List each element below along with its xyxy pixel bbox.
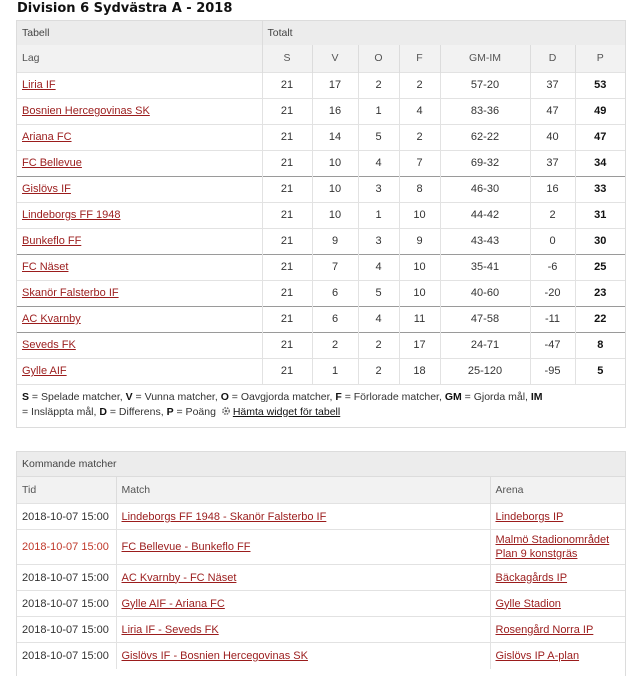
- standings-band-label: Tabell: [22, 27, 50, 39]
- legend-text: = Förlorade matcher,: [341, 390, 445, 403]
- points-cell: 23: [575, 280, 625, 306]
- upcoming-matches-panel: [16, 451, 626, 676]
- match-row: [17, 530, 625, 565]
- match-cell: [116, 643, 490, 670]
- match-time: 2018-10-07 15:00: [17, 504, 116, 530]
- diff-cell: 0: [530, 228, 575, 254]
- played-cell: 21: [262, 176, 312, 202]
- goals-cell: 47-58: [440, 306, 530, 332]
- col-header-goals[interactable]: GM-IM: [440, 45, 530, 72]
- lost-cell: 2: [399, 124, 440, 150]
- goals-cell: 25-120: [440, 358, 530, 384]
- goals-cell: 35-41: [440, 254, 530, 280]
- points-cell: 5: [575, 358, 625, 384]
- goals-cell: 46-30: [440, 176, 530, 202]
- arena-line: Malmö Stadionområdet: [495, 534, 610, 546]
- played-cell: 21: [262, 280, 312, 306]
- points-cell: 25: [575, 254, 625, 280]
- team-cell: [17, 254, 262, 280]
- team-cell: [17, 332, 262, 358]
- table-row: [17, 280, 625, 306]
- lost-cell: 9: [399, 228, 440, 254]
- drawn-cell: 3: [358, 176, 399, 202]
- played-cell: 21: [262, 228, 312, 254]
- team-link[interactable]: FC Näset: [22, 261, 69, 273]
- played-cell: 21: [262, 202, 312, 228]
- team-cell: [17, 358, 262, 384]
- team-link[interactable]: AC Kvarnby: [22, 313, 81, 325]
- col-header-arena: Arena: [490, 477, 625, 504]
- standings-table: [17, 21, 625, 384]
- lost-cell: 4: [399, 98, 440, 124]
- col-header-played[interactable]: S: [262, 45, 312, 72]
- match-row: [17, 617, 625, 643]
- standings-band: [17, 21, 625, 45]
- legend-key: F: [335, 390, 342, 403]
- goals-cell: 83-36: [440, 98, 530, 124]
- match-row: [17, 643, 625, 670]
- gear-icon[interactable]: [221, 406, 231, 416]
- team-link[interactable]: Ariana FC: [22, 131, 72, 143]
- team-link[interactable]: FC Bellevue: [22, 157, 82, 169]
- legend-text: = Vunna matcher,: [132, 390, 221, 403]
- diff-cell: 2: [530, 202, 575, 228]
- legend-text: = Insläppta mål,: [22, 405, 100, 418]
- diff-cell: -6: [530, 254, 575, 280]
- legend-text: = Gjorda mål,: [461, 390, 531, 403]
- standings-panel: [16, 20, 626, 428]
- goals-cell: 69-32: [440, 150, 530, 176]
- points-cell: 53: [575, 72, 625, 98]
- arena-cell: [490, 643, 625, 670]
- col-header-lost[interactable]: F: [399, 45, 440, 72]
- points-cell: 33: [575, 176, 625, 202]
- lost-cell: 7: [399, 150, 440, 176]
- team-link[interactable]: Bunkeflo FF: [22, 235, 82, 247]
- won-cell: 2: [312, 332, 358, 358]
- team-cell: [17, 150, 262, 176]
- drawn-cell: 2: [358, 358, 399, 384]
- upcoming-body: [17, 504, 625, 670]
- match-row: [17, 591, 625, 617]
- played-cell: 21: [262, 306, 312, 332]
- drawn-cell: 4: [358, 150, 399, 176]
- upcoming-table: [17, 476, 625, 669]
- table-row: [17, 332, 625, 358]
- team-cell: [17, 228, 262, 254]
- team-link[interactable]: Lindeborgs FF 1948: [22, 209, 121, 221]
- match-cell: [116, 504, 490, 530]
- standings-column-headers: [17, 45, 625, 72]
- team-cell: [17, 202, 262, 228]
- match-cell: [116, 530, 490, 565]
- standings-body: [17, 72, 625, 384]
- lost-cell: 2: [399, 72, 440, 98]
- table-row: [17, 228, 625, 254]
- played-cell: 21: [262, 72, 312, 98]
- match-link[interactable]: Gylle AIF - Ariana FC: [121, 597, 225, 610]
- team-link[interactable]: Gislövs IF: [22, 183, 71, 195]
- team-cell: [17, 306, 262, 332]
- legend-key: O: [220, 390, 229, 403]
- played-cell: 21: [262, 358, 312, 384]
- points-cell: 34: [575, 150, 625, 176]
- match-link[interactable]: AC Kvarnby - FC Näset: [121, 571, 237, 584]
- col-header-points[interactable]: P: [575, 45, 625, 72]
- table-row: [17, 358, 625, 384]
- match-link[interactable]: Liria IF - Seveds FK: [121, 623, 219, 636]
- won-cell: 10: [312, 202, 358, 228]
- upcoming-column-headers: [17, 477, 625, 504]
- arena-link[interactable]: [496, 598, 561, 610]
- goals-cell: 62-22: [440, 124, 530, 150]
- team-cell: [17, 72, 262, 98]
- drawn-cell: 5: [358, 124, 399, 150]
- table-row: [17, 124, 625, 150]
- arena-link[interactable]: [496, 650, 580, 662]
- arena-cell: [490, 591, 625, 617]
- table-row: [17, 254, 625, 280]
- won-cell: 6: [312, 280, 358, 306]
- totals-label: Totalt: [262, 21, 625, 45]
- arena-line: Bäckagårds IP: [495, 571, 568, 584]
- drawn-cell: 5: [358, 280, 399, 306]
- col-header-time: Tid: [17, 477, 116, 504]
- upcoming-heading: Kommande matcher: [17, 452, 625, 476]
- diff-cell: 16: [530, 176, 575, 202]
- points-cell: 31: [575, 202, 625, 228]
- goals-cell: 40-60: [440, 280, 530, 306]
- drawn-cell: 2: [358, 332, 399, 358]
- arena-cell: [490, 530, 625, 565]
- diff-cell: 47: [530, 98, 575, 124]
- legend-text: = Spelade matcher,: [29, 390, 126, 403]
- arena-line: Gylle Stadion: [495, 597, 561, 610]
- team-link[interactable]: Liria IF: [22, 79, 56, 91]
- lost-cell: 10: [399, 202, 440, 228]
- played-cell: 21: [262, 124, 312, 150]
- legend-key: D: [99, 405, 107, 418]
- won-cell: 10: [312, 150, 358, 176]
- lost-cell: 8: [399, 176, 440, 202]
- lost-cell: 17: [399, 332, 440, 358]
- match-cell: [116, 565, 490, 591]
- drawn-cell: 1: [358, 98, 399, 124]
- goals-cell: 44-42: [440, 202, 530, 228]
- match-link[interactable]: FC Bellevue - Bunkeflo FF: [121, 541, 251, 553]
- played-cell: 21: [262, 254, 312, 280]
- lost-cell: 10: [399, 254, 440, 280]
- won-cell: 1: [312, 358, 358, 384]
- lost-cell: 10: [399, 280, 440, 306]
- arena-cell: [490, 565, 625, 591]
- played-cell: 21: [262, 98, 312, 124]
- points-cell: 49: [575, 98, 625, 124]
- team-cell: [17, 280, 262, 306]
- arena-cell: [490, 504, 625, 530]
- diff-cell: 37: [530, 150, 575, 176]
- lost-cell: 18: [399, 358, 440, 384]
- table-row: [17, 72, 625, 98]
- arena-link[interactable]: [496, 572, 568, 584]
- legend-key: P: [166, 405, 174, 418]
- legend-text: = Oavgjorda matcher,: [228, 390, 336, 403]
- won-cell: 6: [312, 306, 358, 332]
- match-time: 2018-10-07 15:00: [17, 617, 116, 643]
- diff-cell: -95: [530, 358, 575, 384]
- won-cell: 17: [312, 72, 358, 98]
- legend-key: V: [125, 390, 133, 403]
- table-row: [17, 150, 625, 176]
- team-cell: [17, 176, 262, 202]
- goals-cell: 43-43: [440, 228, 530, 254]
- won-cell: 14: [312, 124, 358, 150]
- arena-link[interactable]: [496, 624, 594, 636]
- table-legend: [17, 384, 625, 420]
- match-cell: [116, 591, 490, 617]
- points-cell: 8: [575, 332, 625, 358]
- drawn-cell: 4: [358, 306, 399, 332]
- legend-text: = Differens,: [106, 405, 167, 418]
- team-link[interactable]: Seveds FK: [22, 339, 76, 351]
- legend-key: GM: [444, 390, 462, 403]
- match-time: 2018-10-07 15:00: [17, 591, 116, 617]
- points-cell: 22: [575, 306, 625, 332]
- arena-line: Rosengård Norra IP: [495, 623, 594, 636]
- arena-cell: [490, 617, 625, 643]
- match-row: [17, 565, 625, 591]
- diff-cell: 37: [530, 72, 575, 98]
- points-cell: 30: [575, 228, 625, 254]
- col-header-drawn[interactable]: O: [358, 45, 399, 72]
- match-time: 2018-10-07 15:00: [17, 565, 116, 591]
- page-title: Division 6 Sydvästra A - 2018: [17, 1, 233, 16]
- match-link[interactable]: Lindeborgs FF 1948 - Skanör Falsterbo IF: [121, 510, 327, 523]
- lost-cell: 11: [399, 306, 440, 332]
- goals-cell: 24-71: [440, 332, 530, 358]
- match-time: 2018-10-07 15:00: [17, 530, 116, 565]
- legend-text: = Poäng: [173, 405, 216, 418]
- won-cell: 16: [312, 98, 358, 124]
- arena-line: Lindeborgs IP: [495, 510, 564, 523]
- won-cell: 10: [312, 176, 358, 202]
- won-cell: 7: [312, 254, 358, 280]
- col-header-match: Match: [116, 477, 490, 504]
- col-header-diff[interactable]: D: [530, 45, 575, 72]
- arena-link[interactable]: [496, 511, 564, 523]
- drawn-cell: 1: [358, 202, 399, 228]
- col-header-team[interactable]: Lag: [22, 52, 40, 65]
- get-widget-link[interactable]: Hämta widget för tabell: [232, 405, 341, 418]
- legend-key: IM: [530, 390, 543, 403]
- goals-cell: 57-20: [440, 72, 530, 98]
- match-link[interactable]: Gislövs IF - Bosnien Hercegovinas SK: [121, 650, 308, 662]
- col-header-won[interactable]: V: [312, 45, 358, 72]
- drawn-cell: 3: [358, 228, 399, 254]
- team-cell: [17, 98, 262, 124]
- diff-cell: -11: [530, 306, 575, 332]
- diff-cell: -20: [530, 280, 575, 306]
- played-cell: 21: [262, 150, 312, 176]
- diff-cell: -47: [530, 332, 575, 358]
- table-row: [17, 176, 625, 202]
- team-link[interactable]: Skanör Falsterbo IF: [22, 287, 119, 299]
- team-cell: [17, 124, 262, 150]
- team-link[interactable]: Bosnien Hercegovinas SK: [22, 105, 150, 117]
- table-row: [17, 202, 625, 228]
- match-time: 2018-10-07 15:00: [17, 643, 116, 670]
- arena-line: Plan 9 konstgräs: [495, 548, 578, 560]
- drawn-cell: 4: [358, 254, 399, 280]
- won-cell: 9: [312, 228, 358, 254]
- table-row: [17, 306, 625, 332]
- team-link[interactable]: Gylle AIF: [22, 365, 67, 377]
- table-row: [17, 98, 625, 124]
- arena-line: Gislövs IP A-plan: [495, 650, 580, 662]
- match-row: [17, 504, 625, 530]
- drawn-cell: 2: [358, 72, 399, 98]
- diff-cell: 40: [530, 124, 575, 150]
- arena-link[interactable]: [496, 534, 610, 560]
- played-cell: 21: [262, 332, 312, 358]
- legend-key: S: [22, 390, 30, 403]
- match-cell: [116, 617, 490, 643]
- points-cell: 47: [575, 124, 625, 150]
